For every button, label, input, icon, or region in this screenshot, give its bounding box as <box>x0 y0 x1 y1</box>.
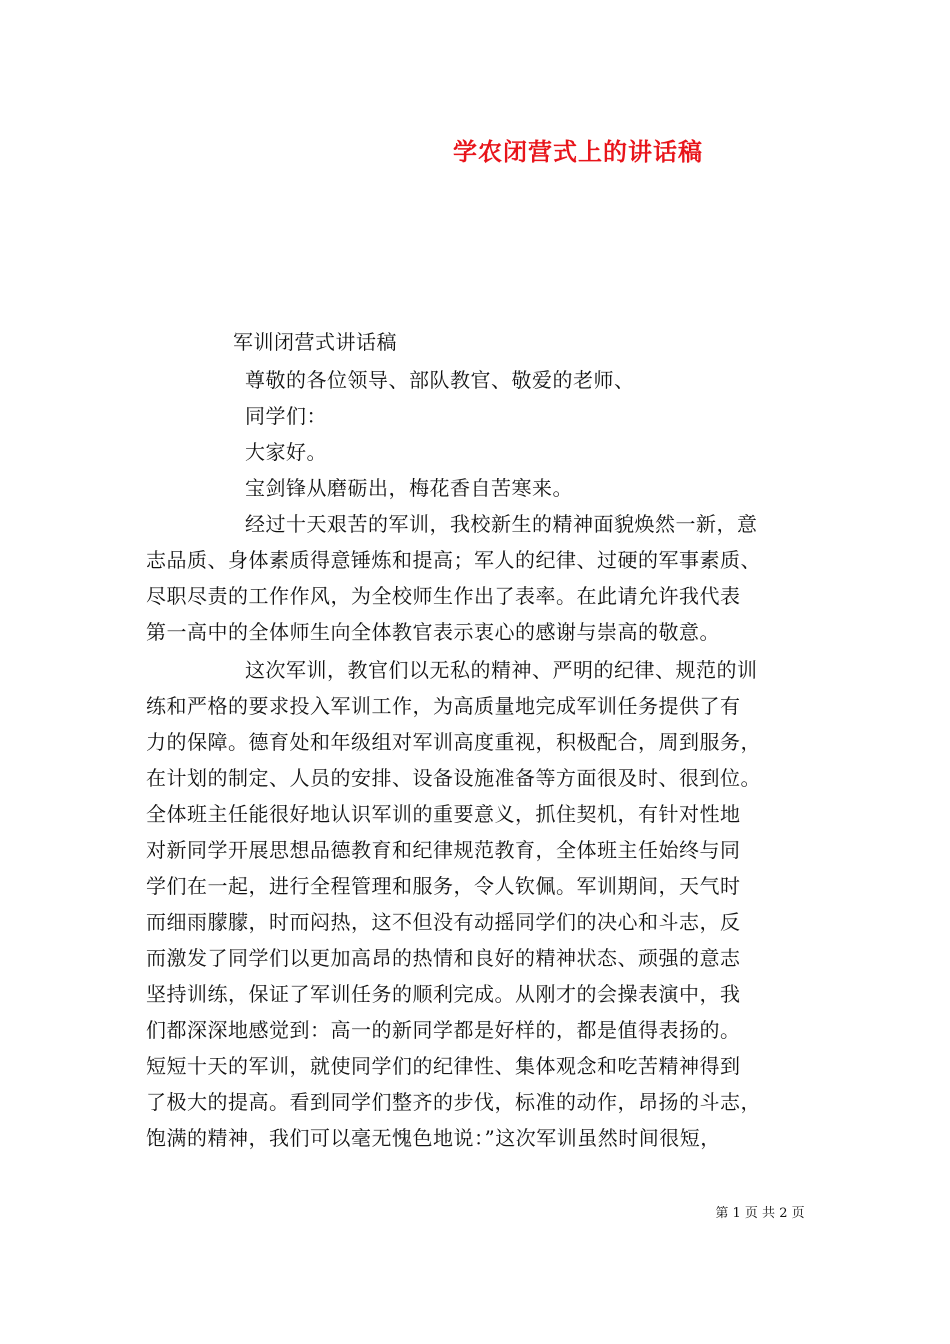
paragraph-line: 而激发了同学们以更加高昂的热情和良好的精神状态、顽强的意志 <box>146 946 741 970</box>
document-title: 学农闭营式上的讲话稿 <box>453 137 703 166</box>
page-number-footer: 第 1 页 共 2 页 <box>715 1206 805 1221</box>
paragraph-line: 学们在一起，进行全程管理和服务，令人钦佩。军训期间，天气时 <box>146 874 741 898</box>
paragraph-line: 经过十天艰苦的军训，我校新生的精神面貌焕然一新，意 <box>245 512 758 536</box>
paragraph-line: 第一高中的全体师生向全体教官表示衷心的感谢与崇高的敬意。 <box>146 620 720 644</box>
paragraph-line: 志品质、身体素质得意锤炼和提高；军人的纪律、过硬的军事素质、 <box>146 548 761 572</box>
paragraph-line: 在计划的制定、人员的安排、设备设施准备等方面很及时、很到位。 <box>146 766 761 790</box>
paragraph-line: 对新同学开展思想品德教育和纪律规范教育，全体班主任始终与同 <box>146 838 741 862</box>
greeting-line: 大家好。 <box>245 440 327 464</box>
paragraph-line: 短短十天的军训，就使同学们的纪律性、集体观念和吃苦精神得到 <box>146 1054 741 1078</box>
paragraph-line: 全体班主任能很好地认识军训的重要意义，抓住契机，有针对性地 <box>146 802 741 826</box>
paragraph-line: 坚持训练，保证了军训任务的顺利完成。从刚才的会操表演中，我 <box>146 982 741 1006</box>
paragraph-line: 饱满的精神，我们可以毫无愧色地说：”这次军训虽然时间很短， <box>146 1126 721 1150</box>
paragraph-line: 了极大的提高。看到同学们整齐的步伐，标准的动作，昂扬的斗志， <box>146 1090 761 1114</box>
greeting-line: 同学们： <box>245 404 327 428</box>
speech-subtitle: 军训闭营式讲话稿 <box>233 330 397 354</box>
opening-line: 宝剑锋从磨砺出，梅花香自苦寒来。 <box>245 476 573 500</box>
paragraph-line: 尽职尽责的工作作风，为全校师生作出了表率。在此请允许我代表 <box>146 584 741 608</box>
paragraph-line: 力的保障。德育处和年级组对军训高度重视，积极配合，周到服务， <box>146 730 761 754</box>
paragraph-line: 们都深深地感觉到：高一的新同学都是好样的，都是值得表扬的。 <box>146 1018 741 1042</box>
paragraph-line: 这次军训，教官们以无私的精神、严明的纪律、规范的训 <box>245 658 758 682</box>
greeting-line: 尊敬的各位领导、部队教官、敬爱的老师、 <box>245 368 635 392</box>
paragraph-line: 而细雨朦朦，时而闷热，这不但没有动摇同学们的决心和斗志，反 <box>146 910 741 934</box>
paragraph-line: 练和严格的要求投入军训工作，为高质量地完成军训任务提供了有 <box>146 694 741 718</box>
